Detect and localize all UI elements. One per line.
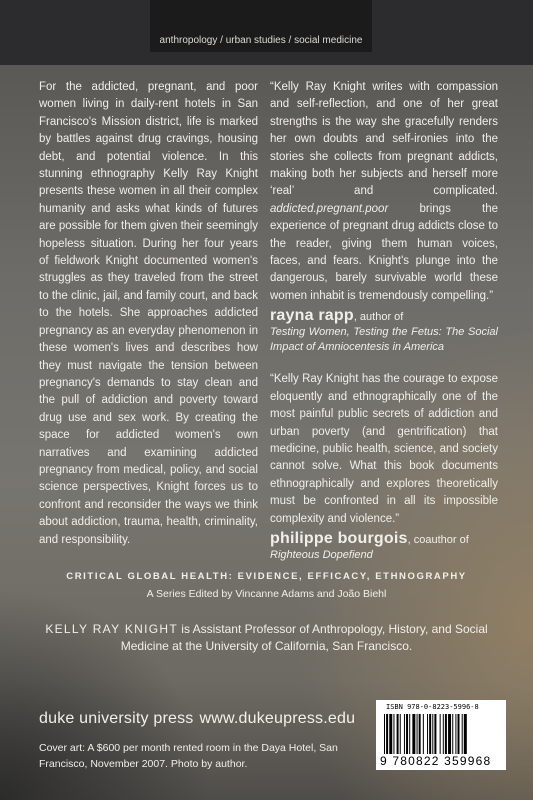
blurb-text <box>270 79 498 305</box>
barcode-icon <box>384 714 498 754</box>
barcode-bar <box>462 714 463 754</box>
publisher-line <box>39 710 355 728</box>
publisher-name: duke university press <box>39 710 194 727</box>
blurb-author-role: , coauthor of <box>407 533 469 546</box>
blurb-text-part: “Kelly Ray Knight writes with compassion and self-reflection, and one of her great strengths is the way she gracefully renders her own doubts and self-ironies into the stories she collects from pregnant addicts, making both her subjects and herself more ‘real’ and complicated. <box>270 81 498 198</box>
barcode-bar <box>400 714 401 754</box>
barcode-bar <box>386 714 388 754</box>
barcode-bar <box>423 714 424 754</box>
barcode-bar <box>440 714 441 754</box>
subject-tag: anthropology / urban studies / social medicine <box>150 0 372 52</box>
series-editors: A Series Edited by Vincanne Adams and João Biehl <box>146 588 387 600</box>
barcode-bar <box>429 714 431 754</box>
blurb-text-part: brings the experience of pregnant drug addicts close to the reader, giving them human voices, faces, and fears. Knight's plunge into the dangerous, barely survivable world these women inhabit is tremendously compelling.” <box>270 202 498 302</box>
barcode-bar <box>464 714 467 754</box>
barcode-bar <box>409 714 410 754</box>
author-bio <box>40 621 493 655</box>
barcode-bar <box>443 714 444 754</box>
book-description: For the addicted, pregnant, and poor women living in daily-rent hotels in San Francisco's Mission district, life is marked by battles against drug cravings, housing debt, and potential violence. In this stunning ethnography Kelly Ray Knight presents these women in all their complex humanity and asks what kinds of futures are possible for them given their seemingly hopeless situation. During her four years of fieldwork Knight documented women's struggles as they traveled from the street to the clinic, jail, and family court, and back to the hotels. She approaches addicted pregnancy as an everyday phenomenon in these women's lives and describes how they must navigate the tension between pregnancy's demands to stay clean and the pull of addiction and poverty toward drug use and sex work. By creating the space for addicted women's own narratives and examining addicted pregnancy from medical, policy, and social science perspectives, Knight forces us to confront and reconsider the ways we think about addiction, trauma, health, criminality, and responsibility. <box>39 81 258 546</box>
isbn-label: ISBN 978-0-8223-5996-8 <box>386 703 479 711</box>
barcode-bar <box>452 714 453 754</box>
barcode-bar <box>412 714 415 754</box>
blurb-text: “Kelly Ray Knight has the courage to expose eloquently and ethnographically one of the most painful public secrets of addiction and urban poverty (and gentrification) that medicine, public health, science, and society cannot solve. What this book documents ethnographically and explores theoretically must be confronted in all its impossible complexity and violence.” <box>270 373 498 525</box>
top-band <box>0 0 533 65</box>
barcode-bar <box>427 714 428 754</box>
barcode-bar <box>417 714 418 754</box>
barcode-bar <box>445 714 447 754</box>
author-bio-text: is Assistant Professor of Anthropology, History, and Social Medicine at the University of California, San Francisco. <box>120 622 488 653</box>
blurb-bourgois <box>270 371 498 563</box>
barcode-bar <box>389 714 392 754</box>
blurb-author-name: rayna rapp <box>270 307 354 325</box>
barcode-bar <box>406 714 408 754</box>
blurb-author-role: , author of <box>353 311 404 324</box>
blurb-author-name: philippe bourgois <box>270 529 408 547</box>
blurb-author-work: Righteous Dopefiend <box>270 548 373 561</box>
blurb-attribution <box>270 531 498 563</box>
barcode-bar <box>458 714 460 754</box>
series-title: CRITICAL GLOBAL HEALTH: EVIDENCE, EFFICACY, ETHNOGRAPHY <box>66 571 467 582</box>
blurbs <box>270 79 498 563</box>
series-info <box>0 571 533 600</box>
barcode-bar <box>404 714 405 754</box>
barcode-bar <box>434 714 436 754</box>
barcode-bar <box>384 714 385 754</box>
blurb-author-work: Testing Women, Testing the Fetus: The Social Impact of Amniocentesis in America <box>270 326 498 354</box>
barcode-bar <box>448 714 451 754</box>
barcode-bar <box>397 714 399 754</box>
isbn-barcode <box>376 700 506 770</box>
barcode-bar <box>393 714 394 754</box>
blurb-rapp <box>270 79 498 355</box>
publisher-url[interactable]: www.dukeupress.edu <box>199 710 356 727</box>
book-title-inline: addicted.pregnant.poor <box>270 202 389 215</box>
cover-art-credit: Cover art: A $600 per month rented room in the Daya Hotel, San Francisco, November 2007. Photo by author. <box>39 742 338 770</box>
blurb-attribution <box>270 308 498 355</box>
author-name: KELLY RAY KNIGHT <box>45 622 178 636</box>
barcode-bar <box>432 714 433 754</box>
barcode-bar <box>419 714 421 754</box>
barcode-digits: 9 780822 359968 <box>380 754 492 768</box>
barcode-bar <box>455 714 456 754</box>
